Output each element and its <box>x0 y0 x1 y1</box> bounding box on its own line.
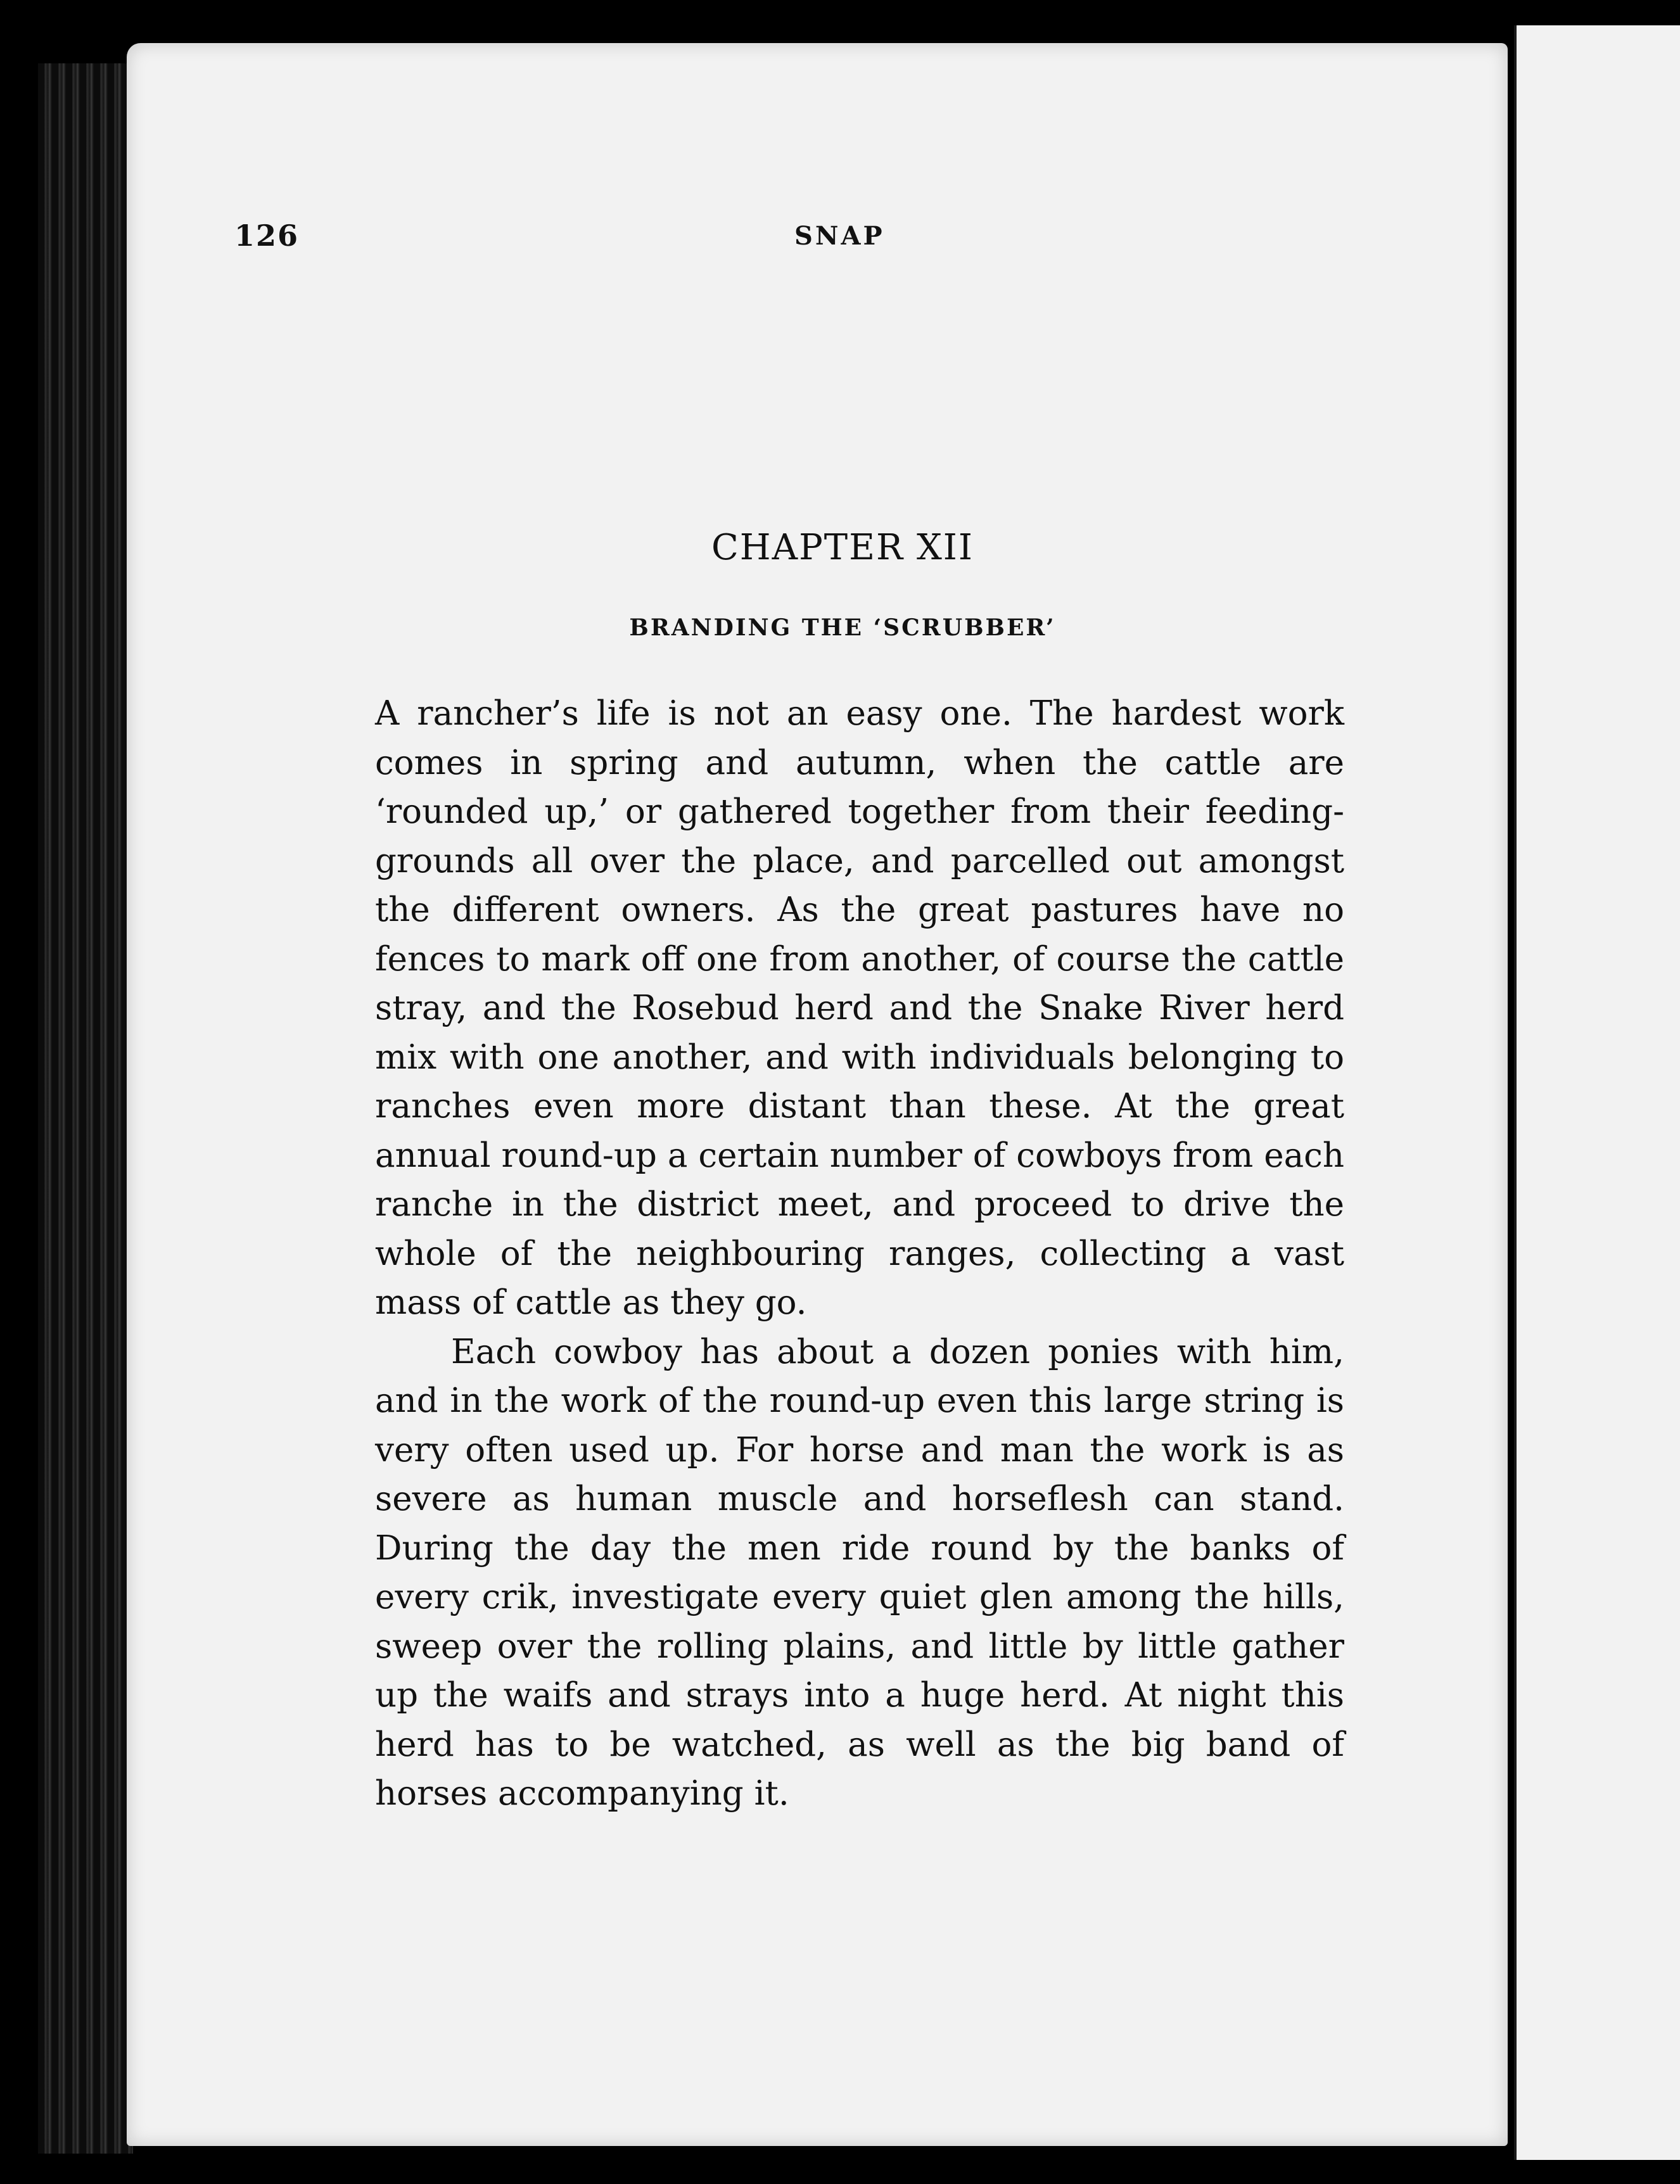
paragraph-2: Each cowboy has about a dozen ponies with him, and in the work of the round-up even this large string is very often used up. For horse and man the work is as severe as human muscle and horseflesh can stand. During the day the men ride round by the banks of every crik, investigate every quiet glen among the hills, sweep over the rolling plains, and little by little gather up the waifs and strays into a huge herd. At night this herd has to be watched, as well as the big band of horses accompanying it. <box>375 1332 1344 1813</box>
body-text <box>375 689 1344 1819</box>
book-spine <box>38 63 133 2154</box>
paragraph-1: A rancher’s life is not an easy one. The hardest work comes in spring and autumn, when the cattle are ‘rounded up,’ or gathered together from their feeding-grounds all over the place, and parcelled out amongst the different owners. As the great pastures have no fences to mark off one from another, of course the cattle stray, and the Rosebud herd and the Snake River herd mix with one another, and with individuals belonging to ranches even more distant than these. At the great annual round-up a certain number of cowboys from each ranche in the district meet, and proceed to drive the whole of the neighbouring ranges, collecting a vast mass of cattle as they go. <box>375 694 1344 1322</box>
page-number: 126 <box>234 219 300 253</box>
running-title: SNAP <box>794 221 885 251</box>
chapter-subtitle: BRANDING THE ‘SCRUBBER’ <box>629 614 1056 641</box>
running-head <box>234 219 963 269</box>
facing-page-edge <box>1514 25 1680 2160</box>
chapter-title: CHAPTER XII <box>711 527 974 568</box>
